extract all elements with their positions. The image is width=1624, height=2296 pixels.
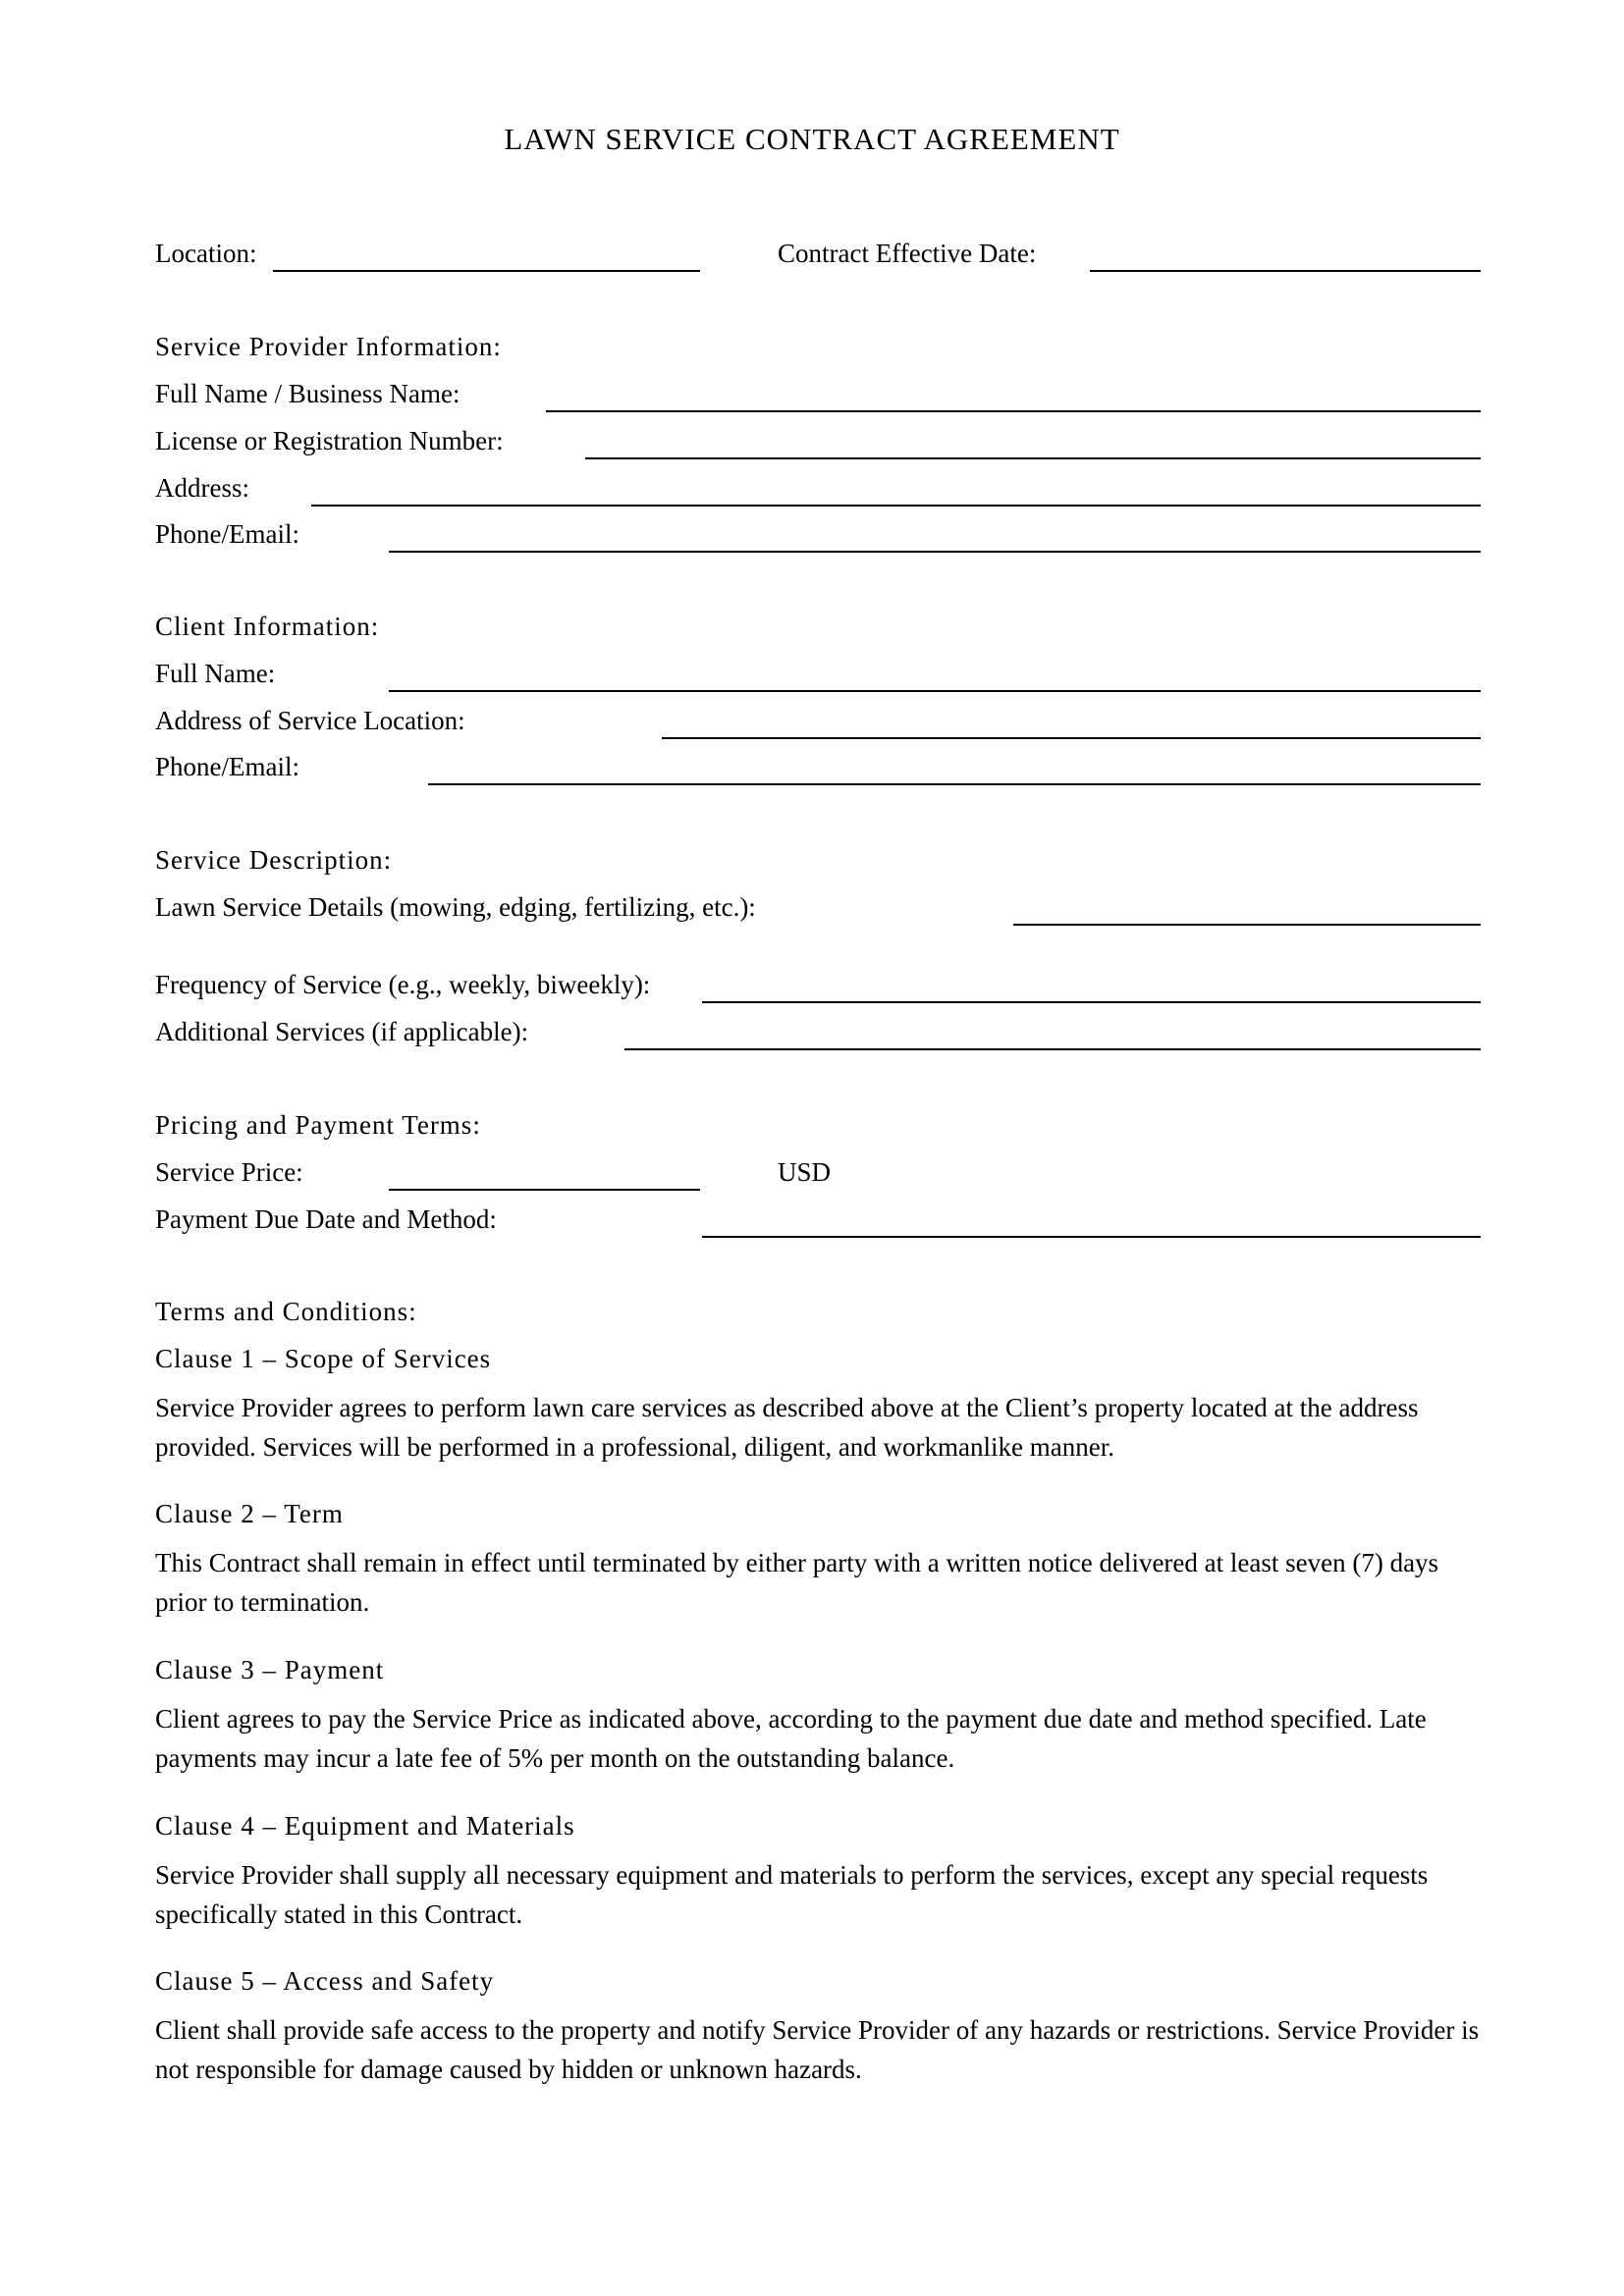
clause-text: Service Provider shall supply all necessary equipment and materials to perform the services, except any special requests specifically stated in this Contract.: [155, 1860, 1429, 1929]
service-details-field[interactable]: [1013, 924, 1481, 926]
client-name-field[interactable]: [389, 690, 1481, 692]
client-heading: Client Information:: [155, 612, 380, 641]
client-phone-email-field[interactable]: [428, 783, 1481, 785]
currency-label: USD: [778, 1157, 832, 1187]
clause-text: This Contract shall remain in effect until terminated by either party with a written notice delivered at least seven (7) days prior to termination.: [155, 1548, 1439, 1617]
location-label: Location:: [155, 239, 257, 268]
service-frequency-field[interactable]: [702, 1001, 1481, 1003]
client-name-label: Full Name:: [155, 659, 276, 688]
effective-date-label: Contract Effective Date:: [778, 239, 1037, 268]
client-phone-email-label: Phone/Email:: [155, 752, 299, 781]
provider-heading: Service Provider Information:: [155, 332, 502, 361]
clause-title: Clause 2 – Term: [155, 1499, 344, 1528]
effective-date-field[interactable]: [1090, 270, 1481, 272]
service-price-label: Service Price:: [155, 1157, 303, 1187]
additional-services-field[interactable]: [624, 1048, 1481, 1050]
location-field[interactable]: [273, 270, 700, 272]
provider-phone-email-field[interactable]: [389, 551, 1481, 553]
clause-title: Clause 4 – Equipment and Materials: [155, 1811, 575, 1841]
payment-due-field[interactable]: [702, 1236, 1481, 1238]
provider-address-field[interactable]: [311, 505, 1481, 507]
provider-license-label: License or Registration Number:: [155, 426, 504, 455]
service-price-field[interactable]: [389, 1189, 700, 1191]
document-title: LAWN SERVICE CONTRACT AGREEMENT: [504, 122, 1120, 156]
clause-title: Clause 1 – Scope of Services: [155, 1344, 492, 1373]
provider-name-field[interactable]: [546, 410, 1481, 412]
provider-license-field[interactable]: [585, 457, 1481, 459]
clause-text: Client shall provide safe access to the property and notify Service Provider of any hazards or restrictions. Service Provider is not responsible for damage caused by hidden or unknown hazards.: [155, 2015, 1480, 2084]
clause-text: Client agrees to pay the Service Price as indicated above, according to the payment due date and method specified. Late payments may incur a late fee of 5% per month on the outstanding balance.: [155, 1704, 1427, 1773]
provider-name-label: Full Name / Business Name:: [155, 379, 460, 408]
pricing-heading: Pricing and Payment Terms:: [155, 1110, 481, 1140]
terms-heading: Terms and Conditions:: [155, 1297, 417, 1326]
provider-address-label: Address:: [155, 473, 249, 503]
client-service-address-label: Address of Service Location:: [155, 706, 465, 735]
service-frequency-label: Frequency of Service (e.g., weekly, biweekly):: [155, 970, 651, 999]
provider-phone-email-label: Phone/Email:: [155, 519, 299, 549]
service-heading: Service Description:: [155, 845, 393, 875]
client-service-address-field[interactable]: [662, 737, 1481, 739]
clause-title: Clause 5 – Access and Safety: [155, 1966, 495, 1996]
additional-services-label: Additional Services (if applicable):: [155, 1017, 529, 1046]
payment-due-label: Payment Due Date and Method:: [155, 1204, 497, 1234]
clause-title: Clause 3 – Payment: [155, 1655, 385, 1684]
clause-text: Service Provider agrees to perform lawn care services as described above at the Client’s property located at the address provided. Services will be performed in a professional, diligent, and workmanlike manner.: [155, 1393, 1419, 1462]
service-details-label: Lawn Service Details (mowing, edging, fertilizing, etc.):: [155, 892, 756, 922]
